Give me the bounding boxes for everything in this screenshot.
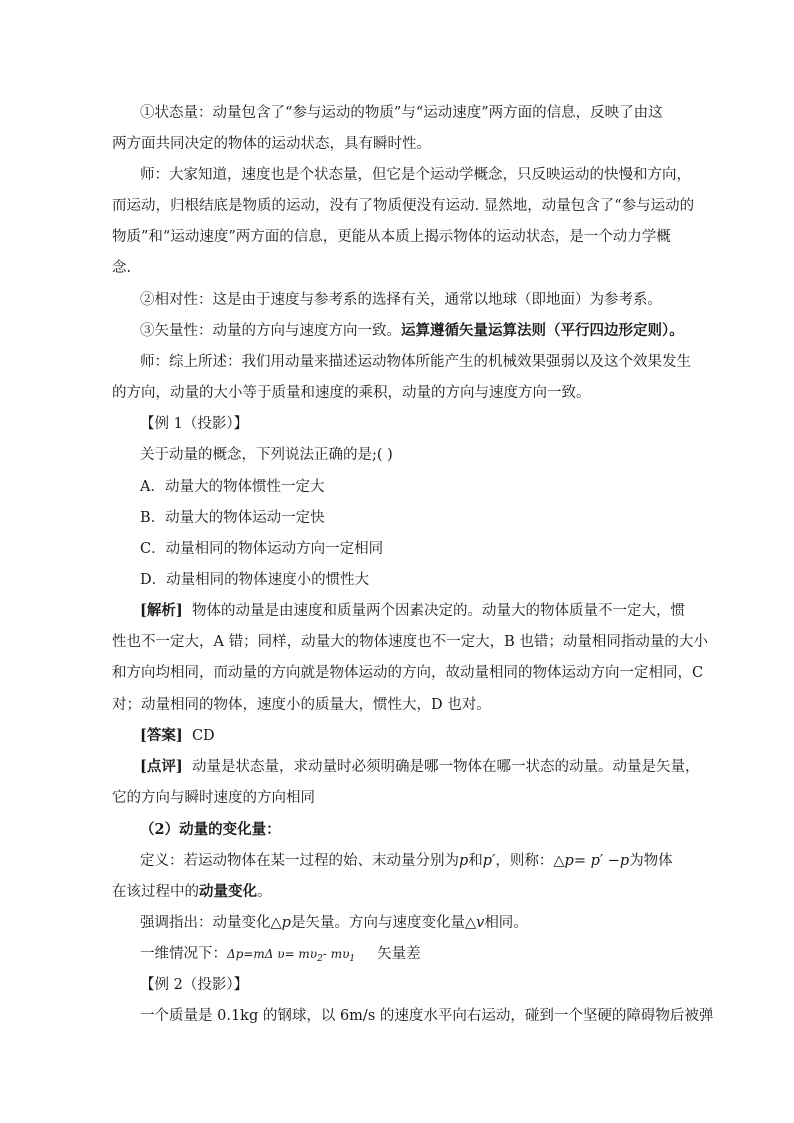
def-text-5: 在该过程中的	[112, 884, 199, 900]
example1-heading: 【例 1（投影）】	[140, 416, 249, 432]
paragraph-vector	[140, 321, 684, 341]
section2-heading: （2）动量的变化量：	[140, 821, 281, 838]
def-text-1: 定义：若运动物体在某一过程的始、末动量分别为	[140, 853, 459, 869]
example1-option-b: B．动量大的物体运动一定快	[140, 510, 325, 526]
example1-comment-line1	[140, 757, 699, 777]
example1-analysis-line1	[140, 601, 685, 621]
paragraph-summary-line1: 师：综上所述：我们用动量来描述运动物体所能产生的机械效果强弱以及这个效果发生	[140, 354, 691, 370]
answer-label: [答案]	[140, 727, 183, 744]
emph-text-2: 是矢量。方向与速度变化量△	[290, 915, 477, 931]
paragraph-teacher-line4: 念.	[112, 260, 132, 276]
comment-label: [点评]	[140, 758, 183, 775]
def-text-6: 。	[257, 884, 272, 900]
vector-bold-text: 运算遵循矢量运算法则（平行四边形定则）。	[401, 322, 684, 339]
example1-option-d: D．动量相同的物体速度小的惯性大	[140, 572, 370, 588]
analysis-label: [解析]	[140, 602, 183, 619]
onedim-formula-part2: - mυ	[322, 947, 350, 961]
def-text-3: ，则称：△	[495, 853, 565, 869]
def-text-4: 为物体	[629, 853, 673, 869]
paragraph-teacher-line2: 而运动，归根结底是物质的运动，没有了物质便没有运动. 显然地，动量包含了“参与运动的	[112, 198, 695, 214]
paragraph-teacher-line1: 师：大家知道，速度也是个状态量，但它是个运动学概念，只反映运动的快慢和方向，	[140, 167, 691, 183]
example1-answer	[140, 726, 215, 746]
example1-analysis-line2: 性也不一定大，A 错；同样，动量大的物体速度也不一定大，B 也错；动量相同指动量的大小	[112, 634, 708, 650]
example1-comment-line2: 它的方向与瞬时速度的方向相同	[112, 790, 315, 806]
analysis-text: 物体的动量是由速度和质量两个因素决定的。动量大的物体质量不一定大，惯	[191, 603, 685, 619]
comment-text: 动量是状态量，求动量时必须明确是哪一物体在哪一状态的动量。动量是矢量，	[191, 759, 700, 775]
onedim-formula	[227, 947, 356, 964]
onedim-subscript-1: 1	[349, 954, 356, 964]
paragraph-summary-line2: 的方向，动量的大小等于质量和速度的乘积，动量的方向与速度方向一致。	[112, 385, 591, 401]
emph-p: p	[281, 915, 291, 931]
def-bold-term: 动量变化	[199, 883, 257, 900]
paragraph-relativity: ②相对性：这是由于速度与参考系的选择有关，通常以地球（即地面）为参考系。	[140, 292, 662, 308]
emph-text-3: 相同。	[484, 915, 528, 931]
section2-definition-line2	[112, 882, 272, 902]
def-p: p	[459, 853, 469, 869]
onedim-label: 一维情况下：	[140, 946, 227, 962]
example2-heading: 【例 2（投影）】	[140, 977, 249, 993]
example2-text: 一个质量是 0.1kg 的钢球，以 6m/s 的速度水平向右运动，碰到一个坚硬的障碍物后被弹	[140, 1008, 714, 1024]
example1-question: 关于动量的概念，下列说法正确的是;( )	[140, 447, 393, 463]
onedim-formula-part1: Δp=mΔ υ= mυ	[227, 947, 318, 961]
example1-analysis-line4: 对；动量相同的物体，速度小的质量大，惯性大，D 也对。	[112, 697, 491, 713]
paragraph-teacher-line3: 物质”和“运动速度”两方面的信息，更能从本质上揭示物体的运动状态，是一个动力学概	[112, 229, 671, 245]
paragraph-state-quantity-line1: ①状态量：动量包含了“参与运动的物质”与“运动速度”两方面的信息，反映了由这	[140, 105, 663, 121]
onedim-subscript-2: 2	[317, 954, 323, 964]
answer-value: CD	[191, 728, 215, 744]
section2-definition-line1	[140, 851, 673, 871]
example1-option-a: A．动量大的物体惯性一定大	[140, 479, 325, 495]
paragraph-state-quantity-line2: 两方面共同决定的物体的运动状态，具有瞬时性。	[112, 136, 431, 152]
vector-plain-text: ③矢量性：动量的方向与速度方向一致。	[140, 323, 401, 339]
section2-emphasis	[140, 913, 528, 933]
emph-v: v	[476, 915, 485, 931]
emph-text-1: 强调指出：动量变化△	[140, 915, 282, 931]
onedim-vector-diff: 矢量差	[377, 946, 421, 962]
example1-analysis-line3: 和方向均相同，而动量的方向就是物体运动的方向，故动量相同的物体运动方向一定相同，C	[112, 665, 704, 681]
def-equation: p= p′ −p	[564, 853, 630, 869]
section2-one-dimension	[140, 944, 421, 969]
example1-option-c: C．动量相同的物体运动方向一定相同	[140, 541, 384, 557]
def-text-2: 和	[468, 853, 483, 869]
def-p-prime: p′	[482, 853, 496, 869]
